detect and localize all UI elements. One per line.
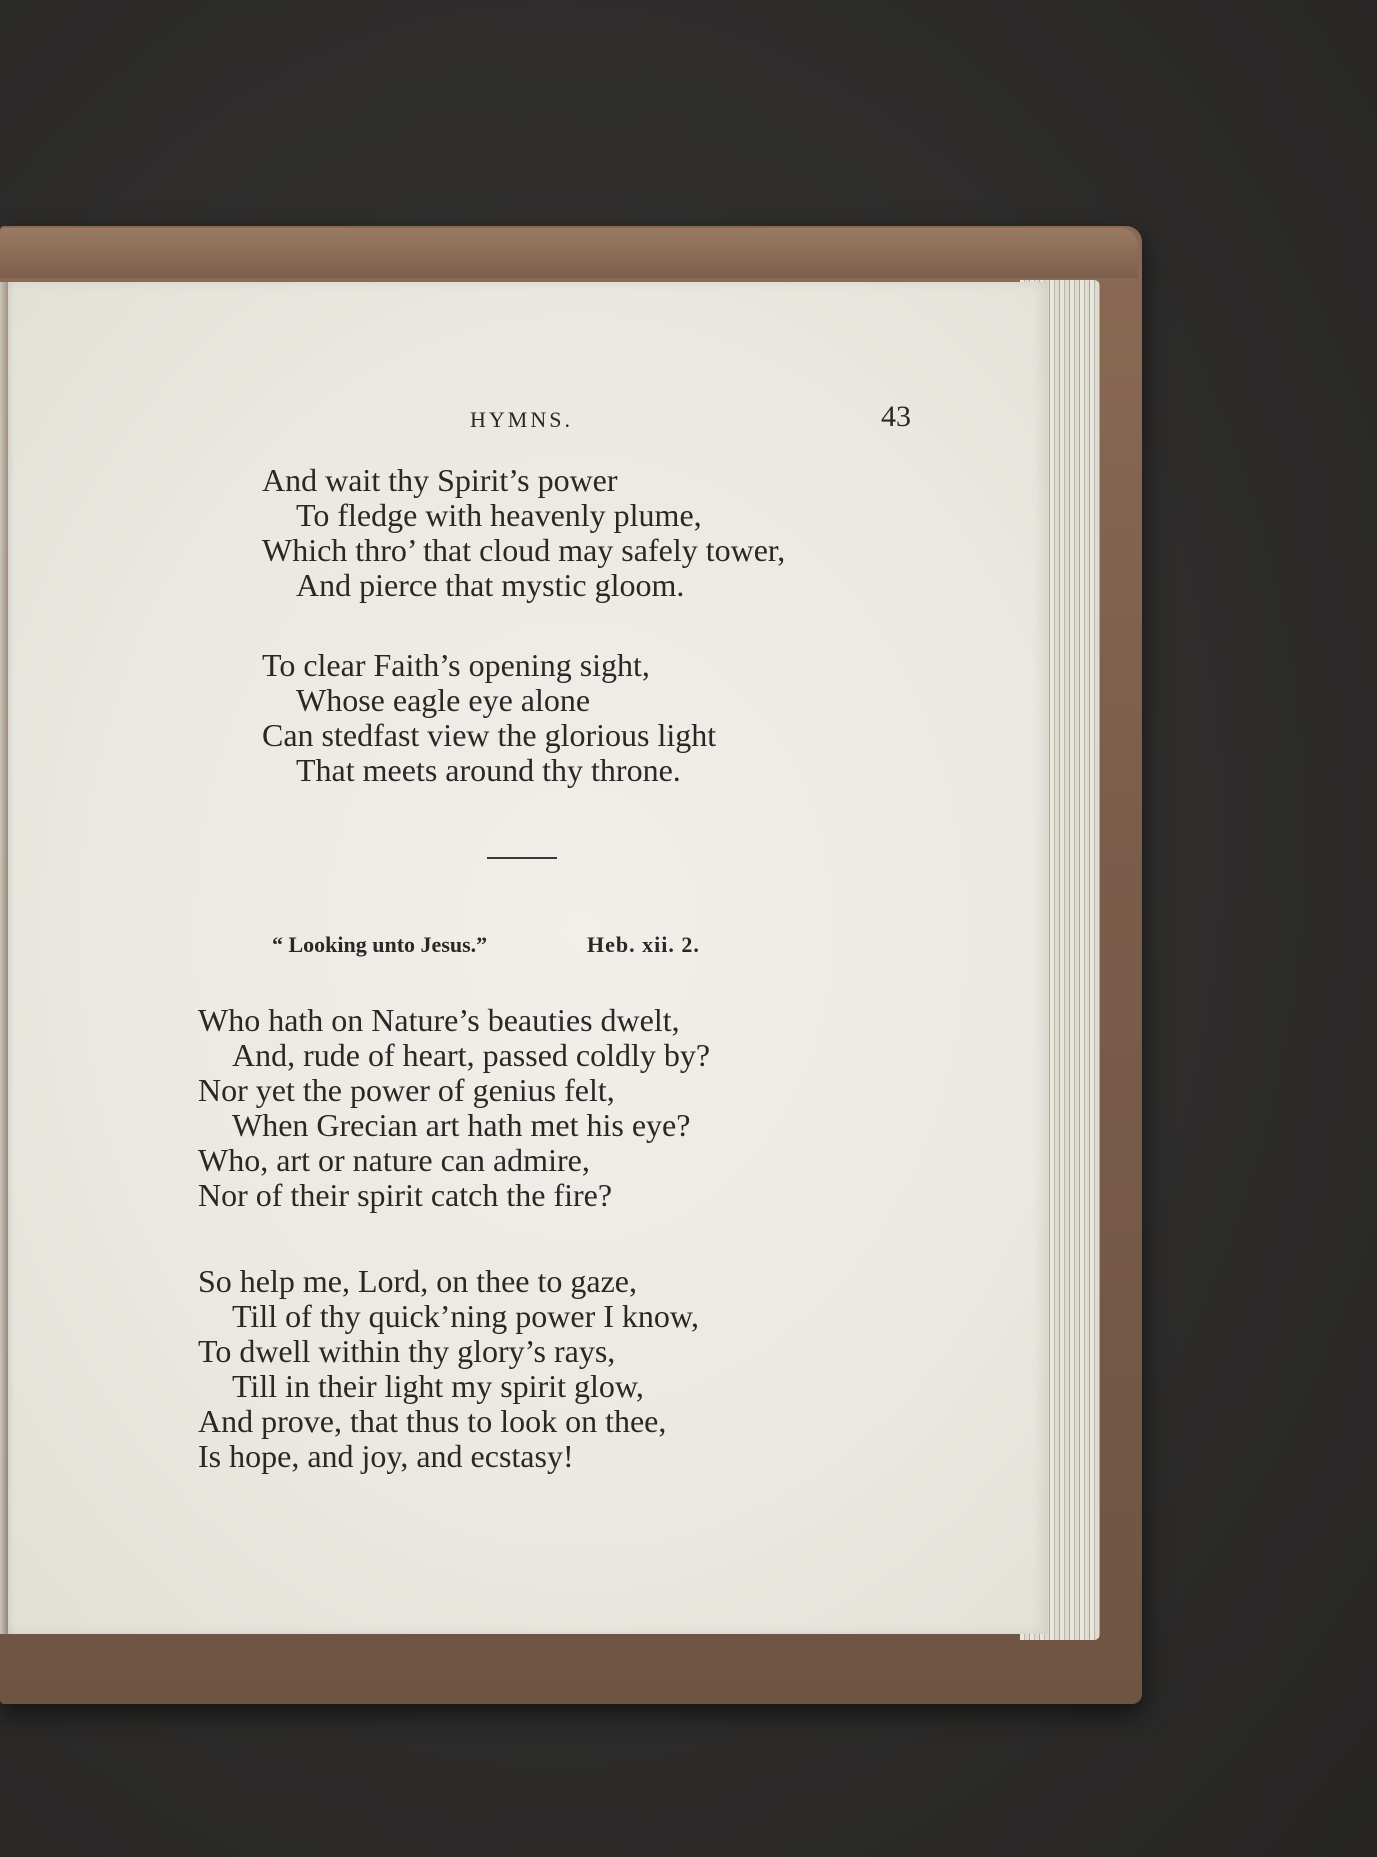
verse-line: Which thro’ that cloud may safely tower,	[262, 532, 786, 568]
verse-line: To dwell within thy glory’s rays,	[198, 1333, 616, 1369]
section-divider	[487, 857, 557, 859]
verse-line: To clear Faith’s opening sight,	[262, 647, 650, 683]
verse-line: That meets around thy throne.	[296, 752, 681, 788]
verse-line: And pierce that mystic gloom.	[296, 567, 685, 603]
verse-line: Can stedfast view the glorious light	[262, 717, 717, 753]
verse-line: Who, art or nature can admire,	[198, 1142, 590, 1178]
scripture-reference: Heb. xii. 2.	[587, 932, 700, 957]
verse-line: Till in their light my spirit glow,	[232, 1368, 644, 1404]
book-cover-top-edge	[0, 228, 1138, 278]
verse-line: When Grecian art hath met his eye?	[232, 1107, 691, 1143]
verse-line: So help me, Lord, on thee to gaze,	[198, 1263, 637, 1299]
verse-line: Is hope, and joy, and ecstasy!	[198, 1438, 574, 1474]
running-head: HYMNS.	[470, 407, 573, 432]
page-gutter	[0, 282, 14, 1634]
verse-line: Whose eagle eye alone	[296, 682, 591, 718]
verse-line: Nor of their spirit catch the fire?	[198, 1177, 613, 1213]
verse-line: Who hath on Nature’s beauties dwelt,	[198, 1002, 680, 1038]
verse-line: To fledge with heavenly plume,	[296, 497, 702, 533]
verse-line: Till of thy quick’ning power I know,	[232, 1298, 699, 1334]
page-number: 43	[881, 400, 911, 433]
hymn-epigraph: “ Looking unto Jesus.”	[272, 932, 488, 957]
verse-line: And wait thy Spirit’s power	[262, 462, 618, 498]
verse-line: And, rude of heart, passed coldly by?	[232, 1037, 711, 1073]
verse-line: And prove, that thus to look on thee,	[198, 1403, 667, 1439]
verse-line: Nor yet the power of genius felt,	[198, 1072, 615, 1108]
